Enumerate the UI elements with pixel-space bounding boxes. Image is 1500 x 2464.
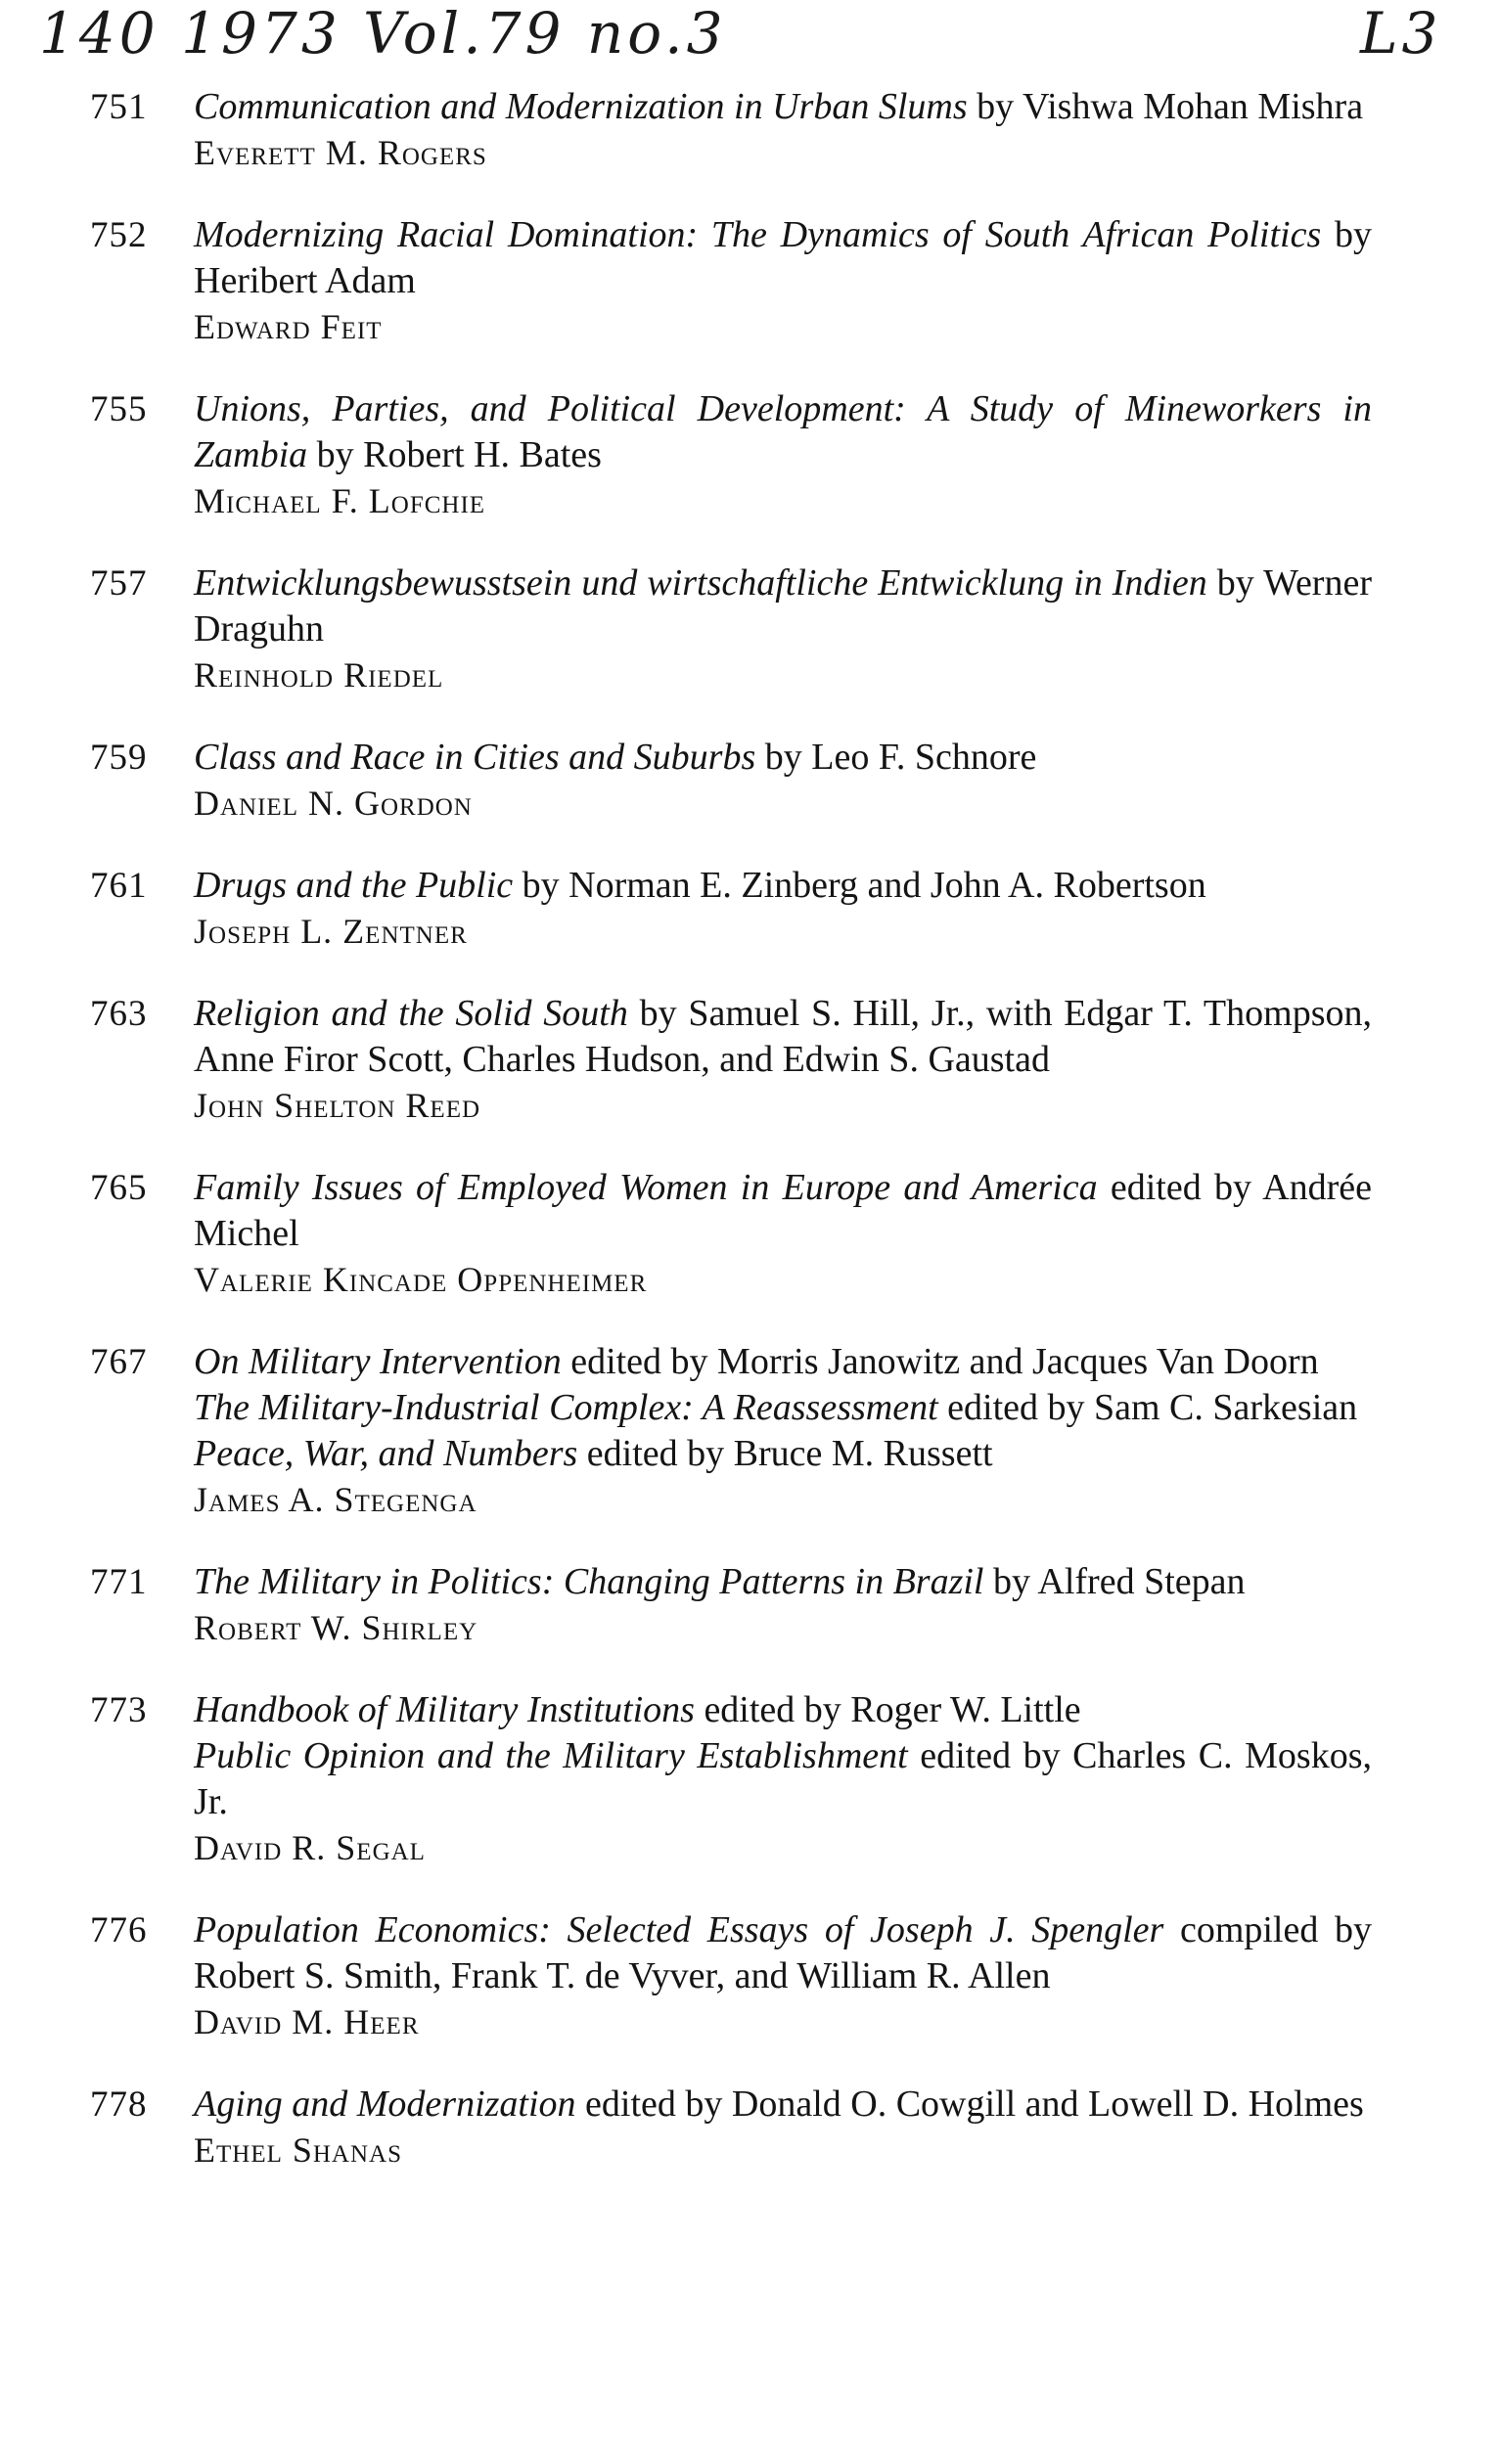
book-credit: compiled by Robert S. Smith, Frank T. de Vyver, and William R. Allen xyxy=(194,1909,1372,1996)
entry-body xyxy=(194,560,1372,698)
entry-body xyxy=(194,1907,1372,2045)
page-number: 763 xyxy=(90,994,148,1034)
book-title: Modernizing Racial Domination: The Dynamics of South African Politics xyxy=(194,214,1322,255)
reviewer-name: James A. Stegenga xyxy=(194,1480,477,1519)
entry-body xyxy=(194,863,1372,955)
reviewer-name: David R. Segal xyxy=(194,1828,426,1867)
book-credit: by Werner Draguhn xyxy=(194,562,1372,650)
book-credit: edited by Sam C. Sarkesian xyxy=(937,1387,1358,1428)
page-number: 773 xyxy=(90,1690,148,1730)
book-title: Unions, Parties, and Political Development: A Study of Mineworkers in Zambia xyxy=(194,388,1372,475)
page-number: 776 xyxy=(90,1910,148,1950)
reviewer-name: Reinhold Riedel xyxy=(194,655,444,694)
review-entry xyxy=(90,84,1372,176)
book-credit: by Alfred Stepan xyxy=(983,1561,1246,1602)
reviewed-work xyxy=(194,863,1372,909)
book-credit: edited by Bruce M. Russett xyxy=(577,1433,993,1474)
book-title: Peace, War, and Numbers xyxy=(194,1433,578,1474)
reviewed-work xyxy=(194,1431,1372,1477)
review-entry xyxy=(90,212,1372,350)
book-title: Entwicklungsbewusstsein und wirtschaftliche Entwicklung in Indien xyxy=(194,562,1207,604)
entry-body xyxy=(194,84,1372,176)
book-title: The Military-Industrial Complex: A Reassessment xyxy=(194,1387,938,1428)
reviewer-name: Everett M. Rogers xyxy=(194,133,487,172)
book-credit: by Heribert Adam xyxy=(194,214,1373,301)
reviewer-name: Robert W. Shirley xyxy=(194,1608,478,1647)
reviewed-work xyxy=(194,1339,1372,1385)
reviewed-work xyxy=(194,212,1372,304)
handwritten-corner-note: L3 xyxy=(1360,0,1442,67)
reviewed-work xyxy=(194,560,1372,652)
entry-body xyxy=(194,212,1372,350)
reviewer-name: Edward Feit xyxy=(194,307,383,346)
book-title: Class and Race in Cities and Suburbs xyxy=(194,737,756,778)
reviewer-name: Ethel Shanas xyxy=(194,2130,402,2170)
page-number: 755 xyxy=(90,389,148,429)
reviewed-work xyxy=(194,735,1372,781)
entry-body xyxy=(194,1559,1372,1651)
entry-body xyxy=(194,991,1372,1129)
reviewed-work xyxy=(194,991,1372,1083)
reviewed-work xyxy=(194,1559,1372,1605)
book-title: Aging and Modernization xyxy=(194,2083,576,2125)
book-title: Drugs and the Public xyxy=(194,865,514,906)
reviewed-work xyxy=(194,1907,1372,1999)
book-credit: by Norman E. Zinberg and John A. Robertson xyxy=(513,865,1206,906)
book-credit: by Samuel S. Hill, Jr., with Edgar T. Thompson, Anne Firor Scott, Charles Hudson, and Edwin S. Gaustad xyxy=(194,993,1372,1080)
page-number: 778 xyxy=(90,2084,148,2125)
reviewed-work xyxy=(194,1165,1372,1257)
book-title: Public Opinion and the Military Establishment xyxy=(194,1735,908,1776)
book-credit: edited by Charles C. Moskos, Jr. xyxy=(194,1735,1372,1822)
reviewer-name: Michael F. Lofchie xyxy=(194,481,486,520)
reviewed-work xyxy=(194,2082,1372,2128)
book-title: On Military Intervention xyxy=(194,1341,562,1382)
book-credit: edited by Roger W. Little xyxy=(694,1689,1081,1730)
book-title: Handbook of Military Institutions xyxy=(194,1689,695,1730)
book-title: Family Issues of Employed Women in Europe and America xyxy=(194,1167,1098,1208)
book-credit: by Robert H. Bates xyxy=(307,434,602,475)
reviewed-work xyxy=(194,1687,1372,1733)
review-entry xyxy=(90,2082,1372,2173)
entry-body xyxy=(194,1339,1372,1523)
entry-body xyxy=(194,735,1372,827)
page-number: 752 xyxy=(90,215,148,255)
review-entry xyxy=(90,1339,1372,1523)
review-entry xyxy=(90,991,1372,1129)
reviewer-name: Joseph L. Zentner xyxy=(194,912,468,951)
review-entry xyxy=(90,1165,1372,1303)
entry-body xyxy=(194,386,1372,524)
reviewed-work xyxy=(194,386,1372,478)
book-credit: by Leo F. Schnore xyxy=(755,737,1037,778)
page-number: 751 xyxy=(90,87,148,127)
review-entry xyxy=(90,1907,1372,2045)
book-credit: edited by Andrée Michel xyxy=(194,1167,1372,1254)
page-number: 759 xyxy=(90,738,148,778)
review-entry xyxy=(90,1687,1372,1871)
review-entry xyxy=(90,863,1372,955)
review-entry xyxy=(90,386,1372,524)
page-number: 767 xyxy=(90,1342,148,1382)
entry-body xyxy=(194,1687,1372,1871)
reviewer-name: Valerie Kincade Oppenheimer xyxy=(194,1260,648,1299)
reviewed-work xyxy=(194,84,1372,130)
reviewer-name: John Shelton Reed xyxy=(194,1086,481,1125)
reviewer-name: David M. Heer xyxy=(194,2002,420,2041)
page-number: 771 xyxy=(90,1562,148,1602)
book-credit: edited by Donald O. Cowgill and Lowell D. Holmes xyxy=(575,2083,1364,2125)
review-entry xyxy=(90,735,1372,827)
book-credit: by Vishwa Mohan Mishra xyxy=(967,86,1364,127)
review-entry xyxy=(90,560,1372,698)
book-credit: edited by Morris Janowitz and Jacques Van Doorn xyxy=(561,1341,1319,1382)
book-title: Religion and the Solid South xyxy=(194,993,628,1034)
page-number: 757 xyxy=(90,563,148,604)
book-title: Communication and Modernization in Urban Slums xyxy=(194,86,968,127)
book-title: Population Economics: Selected Essays of Joseph J. Spengler xyxy=(194,1909,1164,1950)
book-review-list xyxy=(90,84,1372,2210)
review-entry xyxy=(90,1559,1372,1651)
page-number: 761 xyxy=(90,866,148,906)
entry-body xyxy=(194,1165,1372,1303)
reviewed-work xyxy=(194,1385,1372,1431)
entry-body xyxy=(194,2082,1372,2173)
book-title: The Military in Politics: Changing Patterns in Brazil xyxy=(194,1561,984,1602)
handwritten-volume-note: 140 1973 Vol.79 no.3 xyxy=(39,0,727,67)
reviewer-name: Daniel N. Gordon xyxy=(194,784,473,823)
reviewed-work xyxy=(194,1733,1372,1825)
page-number: 765 xyxy=(90,1168,148,1208)
